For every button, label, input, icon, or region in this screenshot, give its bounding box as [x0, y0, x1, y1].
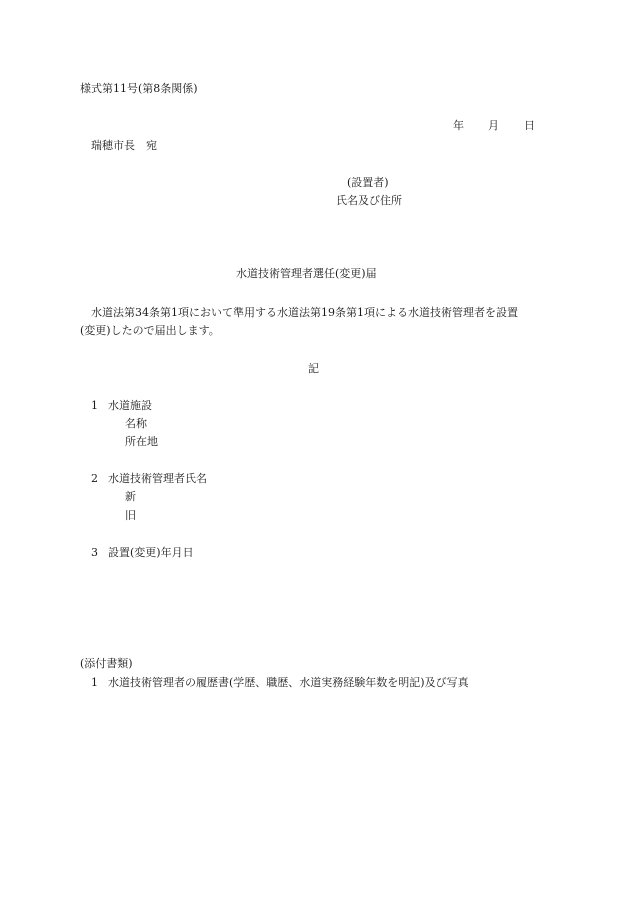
item-number: 3	[91, 546, 98, 559]
item-sub-label: 名称	[125, 417, 147, 430]
item-sub-label: 所在地	[125, 435, 158, 448]
date-year-label: 年	[453, 119, 464, 132]
item-sub-label: 新	[125, 490, 136, 503]
item-label: 水道施設	[108, 399, 152, 412]
attachment-text: 水道技術管理者の履歴書(学歴、職歴、水道実務経験年数を明記)及び写真	[108, 676, 469, 689]
item-number: 1	[91, 399, 98, 412]
form-number: 様式第11号(第8条関係)	[80, 82, 198, 95]
date-month-label: 月	[488, 119, 499, 132]
item-label: 水道技術管理者氏名	[108, 472, 207, 485]
addressee: 瑞穂市長 宛	[91, 139, 157, 152]
ki-heading: 記	[308, 362, 319, 375]
date-day-label: 日	[524, 119, 535, 132]
item-number: 2	[91, 472, 98, 485]
body-line-2: (変更)したので届出します。	[80, 324, 220, 337]
applicant-role: (設置者)	[347, 176, 389, 189]
attachments-heading: (添付書類)	[80, 657, 133, 670]
document-title: 水道技術管理者選任(変更)届	[236, 267, 377, 280]
applicant-name-address-label: 氏名及び住所	[336, 194, 402, 207]
attachment-number: 1	[91, 676, 98, 689]
item-sub-label: 旧	[125, 509, 136, 522]
item-label: 設置(変更)年月日	[108, 546, 194, 559]
body-line-1: 水道法第34条第1項において準用する水道法第19条第1項による水道技術管理者を設置	[91, 306, 518, 319]
